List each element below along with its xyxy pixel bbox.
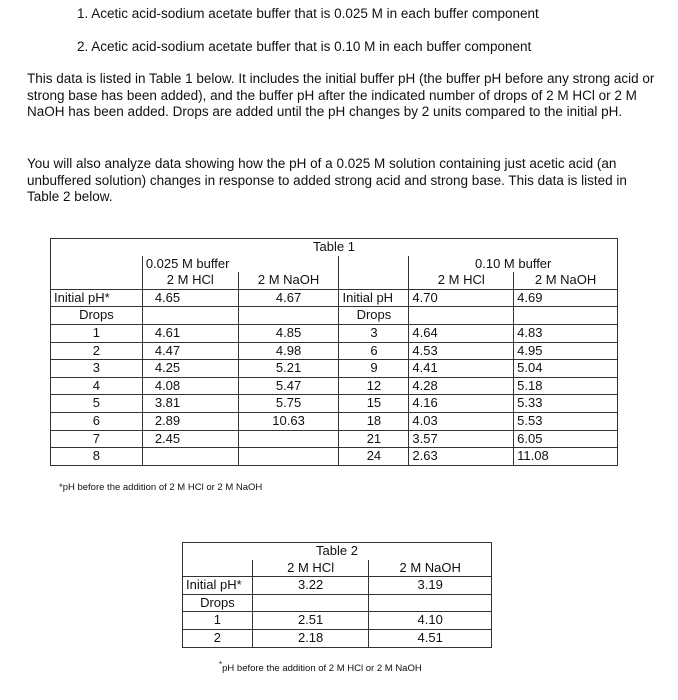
t2-naoh-header: 2 M NaOH xyxy=(369,560,492,577)
buffer-b-header: 0.10 M buffer xyxy=(409,256,618,273)
buffer-a-header: 0.025 M buffer xyxy=(142,256,339,273)
paragraph-1: This data is listed in Table 1 below. It includes the initial buffer pH (the buffer pH before any strong acid or strong base has been added), and the buffer pH after the indicated number of drops of 2 M HCl or 2 M NaOH has been added. Drops are added until the pH changes by 2 units compared to the initial pH. xyxy=(27,71,655,119)
table-2 xyxy=(182,542,492,648)
table-2-footnote: *pH before the addition of 2 M HCl or 2 M NaOH xyxy=(219,660,422,675)
b-hcl-header: 2 M HCl xyxy=(409,272,514,289)
initial-ph-label: Initial pH* xyxy=(51,289,143,307)
t2-init-naoh: 3.19 xyxy=(369,577,492,595)
table-row: 6 2.89 10.63 18 4.03 5.53 xyxy=(51,412,618,430)
a-init-hcl: 4.65 xyxy=(142,289,238,307)
table-1 xyxy=(50,238,618,466)
table-1-title: Table 1 xyxy=(51,239,618,256)
drops-label-b: Drops xyxy=(339,307,409,325)
b-init-hcl: 4.70 xyxy=(409,289,514,307)
b-naoh-header: 2 M NaOH xyxy=(514,272,618,289)
table-row: 4 4.08 5.47 12 4.28 5.18 xyxy=(51,377,618,395)
table-2-title: Table 2 xyxy=(183,543,492,560)
a-init-naoh: 4.67 xyxy=(238,289,339,307)
t2-init-hcl: 3.22 xyxy=(252,577,369,595)
list-item-2: 2. Acetic acid-sodium acetate buffer that is 0.10 M in each buffer component xyxy=(77,39,532,54)
table-row: 1 2.51 4.10 xyxy=(183,612,492,630)
table-row: 1 4.61 4.85 3 4.64 4.83 xyxy=(51,324,618,342)
table-row: 3 4.25 5.21 9 4.41 5.04 xyxy=(51,360,618,378)
table-row: 7 2.45 21 3.57 6.05 xyxy=(51,430,618,448)
table-row: 2 2.18 4.51 xyxy=(183,629,492,647)
table-row: 8 24 2.63 11.08 xyxy=(51,448,618,466)
a-hcl-header: 2 M HCl xyxy=(142,272,238,289)
table-row: 5 3.81 5.75 15 4.16 5.33 xyxy=(51,395,618,413)
table-row: 2 4.47 4.98 6 4.53 4.95 xyxy=(51,342,618,360)
initial-ph-label-b: Initial pH xyxy=(339,289,409,307)
drops-label: Drops xyxy=(51,307,143,325)
b-init-naoh: 4.69 xyxy=(514,289,618,307)
table-1-footnote: *pH before the addition of 2 M HCl or 2 M NaOH xyxy=(59,482,263,493)
t2-hcl-header: 2 M HCl xyxy=(252,560,369,577)
t2-drops-label: Drops xyxy=(183,594,253,612)
a-naoh-header: 2 M NaOH xyxy=(238,272,339,289)
paragraph-2: You will also analyze data showing how the pH of a 0.025 M solution containing just acetic acid (an unbuffered solution) changes in response to added strong acid and strong base. This data is listed in Table 2 below. xyxy=(27,156,627,204)
t2-initial-ph-label: Initial pH* xyxy=(183,577,253,595)
list-item-1: 1. Acetic acid-sodium acetate buffer that is 0.025 M in each buffer component xyxy=(77,6,539,21)
